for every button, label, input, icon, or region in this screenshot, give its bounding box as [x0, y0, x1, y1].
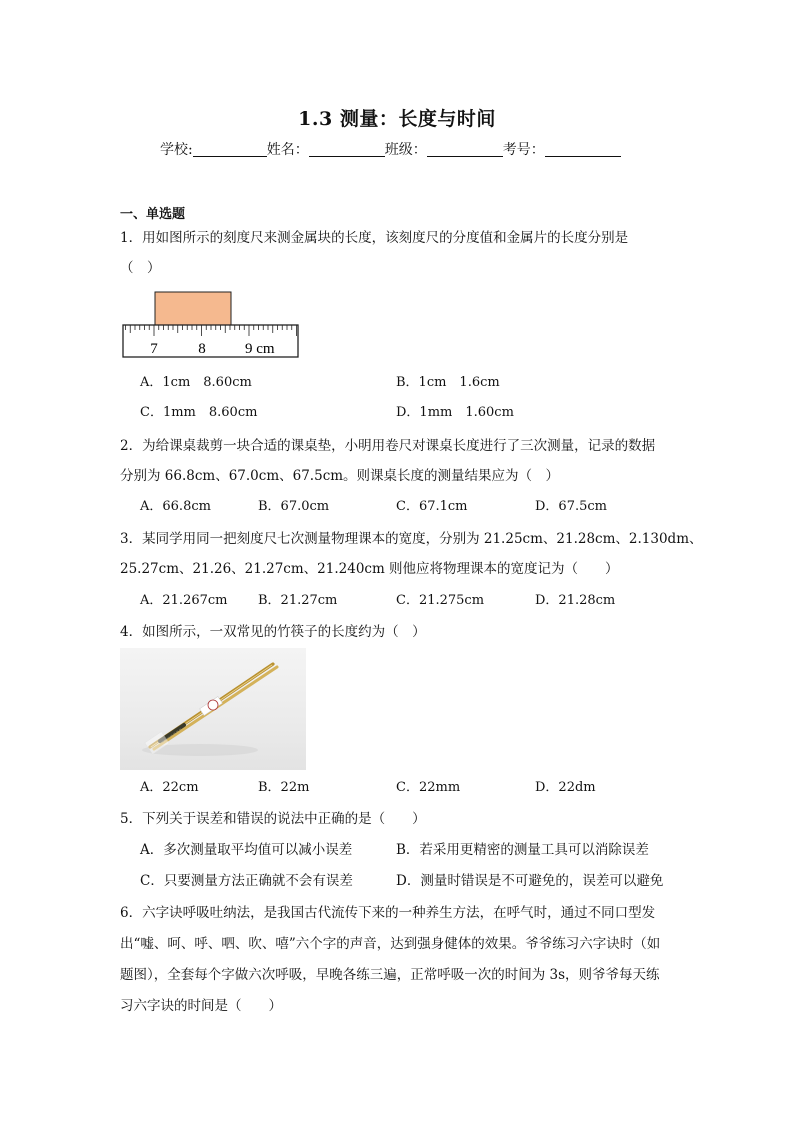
q2-stem-line1: 2．为给课桌裁剪一块合适的课桌垫，小明用卷尺对课桌长度进行了三次测量，记录的数据 — [120, 438, 656, 454]
q4-stem-line1: 4．如图所示，一双常见的竹筷子的长度约为（ ） — [120, 624, 426, 640]
chopsticks-image — [120, 648, 306, 770]
q5-stem-line1: 5．下列关于误差和错误的说法中正确的是（ ） — [120, 811, 426, 827]
q3-option-a[interactable]: A．21.267cm — [140, 593, 228, 608]
name-label: 姓名： — [266, 142, 309, 158]
q1-option-b[interactable]: B．1cm 1.6cm — [396, 375, 500, 390]
page-title: 1.3 测量：长度与时间 — [298, 108, 496, 130]
school-label: 学校: — [160, 142, 193, 158]
q1-stem-line2: （ ） — [120, 260, 161, 276]
ruler-label-7: 7 — [150, 341, 158, 357]
class-blank[interactable] — [427, 142, 503, 157]
q4-option-c[interactable]: C．22mm — [396, 780, 461, 795]
q3-stem-line2: 25.27cm、21.26、21.27cm、21.240cm 则他应将物理课本的宽度记为（ ） — [120, 561, 619, 577]
q2-option-c[interactable]: C．67.1cm — [396, 499, 468, 514]
q2-option-a[interactable]: A．66.8cm — [140, 499, 211, 514]
q3-option-b[interactable]: B．21.27cm — [258, 593, 338, 608]
id-label: 考号： — [502, 142, 545, 158]
school-blank[interactable] — [193, 142, 267, 157]
q1-stem-line1: 1．用如图所示的刻度尺来测金属块的长度，该刻度尺的分度值和金属片的长度分别是 — [120, 230, 629, 246]
metal-block — [155, 292, 231, 325]
q2-option-d[interactable]: D．67.5cm — [535, 499, 607, 514]
q2-option-b[interactable]: B．67.0cm — [258, 499, 330, 514]
ruler-label-9cm: 9 cm — [245, 341, 275, 357]
q6-stem-line3: 题图），全套每个字做六次呼吸，早晚各练三遍，正常呼吸一次的时间为 3s，则爷爷每天练 — [120, 967, 660, 983]
q6-stem-line4: 习六字诀的时间是（ ） — [120, 998, 282, 1014]
q6-stem-line2: 出“嘘、呵、呼、呬、吹、嘻”六个字的声音，达到强身健体的效果。爷爷练习六字诀时（如 — [120, 936, 661, 952]
id-blank[interactable] — [545, 142, 621, 157]
q3-option-d[interactable]: D．21.28cm — [535, 593, 616, 608]
q3-option-c[interactable]: C．21.275cm — [396, 593, 485, 608]
q4-option-a[interactable]: A．22cm — [140, 780, 199, 795]
q2-stem-line2: 分别为 66.8cm、67.0cm、67.5cm。则课桌长度的测量结果应为（ ） — [120, 468, 560, 484]
q4-option-b[interactable]: B．22m — [258, 780, 310, 795]
q4-option-d[interactable]: D．22dm — [535, 780, 596, 795]
q1-option-c[interactable]: C．1mm 8.60cm — [140, 405, 258, 420]
q5-option-c[interactable]: C．只要测量方法正确就不会有误差 — [140, 873, 353, 889]
q6-stem-line1: 6．六字诀呼吸吐纳法，是我国古代流传下来的一种养生方法，在呼气时，通过不同口型发 — [120, 905, 656, 921]
q5-option-a[interactable]: A．多次测量取平均值可以减小误差 — [140, 842, 353, 858]
q3-stem-line1: 3．某同学用同一把刻度尺七次测量物理课本的宽度，分别为 21.25cm、21.28cm、2.130dm、 — [120, 531, 703, 547]
q5-option-b[interactable]: B．若采用更精密的测量工具可以消除误差 — [396, 842, 649, 858]
q1-option-d[interactable]: D．1mm 1.60cm — [396, 405, 514, 420]
class-label: 班级： — [384, 142, 427, 158]
section-heading: 一、单选题 — [120, 207, 186, 222]
ruler-label-8: 8 — [198, 341, 206, 357]
name-blank[interactable] — [309, 142, 385, 157]
chopsticks-photo — [120, 648, 306, 770]
student-info-row — [160, 139, 621, 159]
q5-option-d[interactable]: D．测量时错误是不可避免的，误差可以避免 — [396, 873, 664, 889]
ruler-figure — [120, 291, 302, 359]
q1-option-a[interactable]: A．1cm 8.60cm — [140, 375, 252, 390]
